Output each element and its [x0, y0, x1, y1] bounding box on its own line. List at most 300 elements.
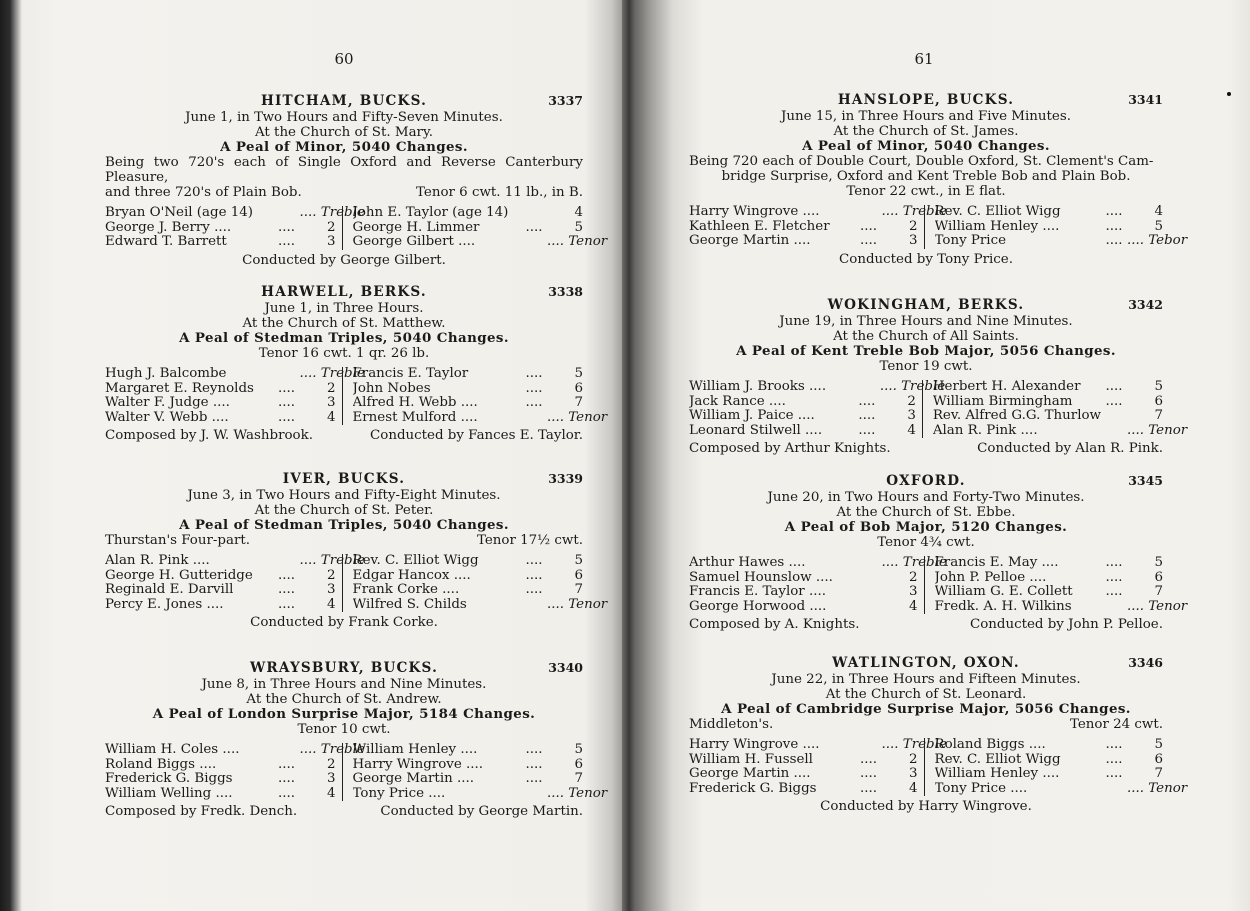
ringer-name: William Henley ....: [934, 219, 1060, 234]
peal-footer: [105, 253, 583, 268]
ringer-row: [935, 767, 1164, 782]
ringer-leader: ....: [277, 380, 296, 396]
ringer-column-right: [925, 204, 1188, 249]
ringer-leader: ....: [525, 395, 543, 411]
ringer-list: [105, 742, 608, 801]
ringer-row: [105, 787, 336, 802]
ringer-bell: .... Tenor: [547, 409, 608, 425]
ringer-leader: [1101, 424, 1127, 439]
peal-detail-line: At the Church of All Saints.: [833, 329, 1019, 344]
ringer-name: Roland Biggs ....: [105, 757, 217, 772]
peal-note: and three 720's of Plain Bob.: [105, 185, 302, 200]
ringer-row: [935, 205, 1164, 220]
ringer-bell: 2: [908, 569, 918, 585]
ringer-bell: 6: [574, 756, 583, 772]
ringer-name: William H. Coles ....: [105, 743, 240, 757]
ringer-leader: ....: [525, 756, 543, 772]
ringer-row: [689, 220, 918, 235]
ringer-row: [934, 233, 1188, 249]
ringer-bell: 4: [1154, 204, 1163, 219]
ringer-column-right: [343, 742, 608, 801]
ringer-leader: [1101, 782, 1127, 797]
peal-credits: [689, 441, 1163, 456]
ringer-row: [689, 379, 946, 395]
peal-detail-line: At the Church of St. Peter.: [254, 503, 434, 518]
ringer-leader: [856, 738, 882, 753]
ringer-leader: ....: [277, 567, 296, 583]
ringer-row: [689, 585, 918, 600]
page-number-left: 60: [334, 50, 354, 68]
ringer-column-right: [923, 379, 1188, 438]
ringer-leader: ....: [859, 233, 878, 249]
ringer-leader: ....: [525, 380, 543, 396]
ringer-name: Arthur Hawes ....: [689, 556, 806, 570]
ringer-row: [935, 220, 1164, 235]
composer: Composed by J. W. Washbrook.: [105, 428, 313, 444]
ringer-name: Frederick G. Biggs: [689, 781, 817, 796]
ringer-list: [105, 553, 608, 612]
ringer-name: William Welling ....: [105, 786, 233, 801]
ringer-name: Francis E. May ....: [934, 556, 1059, 570]
ringer-bell: 2: [908, 218, 918, 234]
ringer-bell: .... Treble: [881, 555, 947, 570]
peal-detail-line: June 3, in Two Hours and Fifty-Eight Minutes.: [187, 488, 501, 503]
ringer-bell: 6: [1154, 569, 1163, 585]
ringer-bell: 5: [1154, 379, 1163, 394]
ringer-leader: ....: [1105, 233, 1123, 249]
peal-description: Being two 720's each of Single Oxford and Reverse Canterbury Pleasure,: [105, 155, 583, 185]
peal-method: A Peal of London Surprise Major, 5184 Changes.: [152, 706, 536, 722]
ringer-row: [353, 206, 584, 221]
book-gutter: [622, 0, 636, 911]
ringer-row: [935, 571, 1164, 586]
ringer-name: Edward T. Barrett: [105, 235, 227, 250]
ringer-row: [105, 583, 336, 598]
ringer-leader: ....: [1105, 751, 1123, 767]
peal-tenor: Tenor 19 cwt.: [879, 359, 973, 374]
conductor: Conducted by Alan R. Pink.: [977, 441, 1163, 457]
ringer-bell: .... Treble: [299, 366, 365, 381]
ringer-row: [932, 422, 1188, 439]
ringer-bell: 2: [326, 219, 336, 235]
peal-description: Being 720 each of Double Court, Double Oxford, St. Clement's Cam-: [689, 154, 1154, 169]
ringer-leader: ....: [859, 780, 878, 796]
ringer-bell: .... Treble: [299, 553, 365, 568]
ringer-name: Wilfred S. Childs: [352, 597, 467, 612]
ringer-row: [689, 395, 916, 410]
ringer-name: Rev. C. Elliot Wigg: [352, 554, 479, 568]
peal-entry: [689, 654, 1188, 815]
ringer-column-right: [343, 553, 608, 612]
peal-detail-line: June 1, in Three Hours.: [264, 301, 424, 316]
ringer-name: Kathleen E. Fletcher: [689, 219, 830, 234]
peal-detail-line: At the Church of St. James.: [833, 124, 1019, 139]
peal-tenor: Tenor 4¾ cwt.: [877, 535, 975, 550]
peal-header: [689, 654, 1163, 672]
peal-detail-line: June 1, in Two Hours and Fifty-Seven Minutes.: [185, 110, 503, 125]
ringer-leader: [274, 554, 300, 569]
ringer-row: [353, 396, 584, 411]
ringer-row: [689, 555, 947, 571]
ringer-row: [689, 767, 918, 782]
peal-place: HITCHAM, BUCKS.: [260, 93, 428, 109]
ringer-list: [689, 379, 1188, 438]
ringer-name: Tony Price: [934, 234, 1007, 249]
ringer-row: [352, 409, 608, 426]
peal-footer: [689, 441, 1163, 456]
ringer-bell: .... Treble: [881, 204, 947, 219]
ringer-name: Ernest Mulford ....: [352, 410, 478, 425]
peal-footer: [105, 428, 583, 443]
ringer-bell: 4: [326, 596, 336, 612]
peal-place: OXFORD.: [886, 473, 966, 489]
conductor: Conducted by Tony Price.: [839, 251, 1013, 267]
ringer-leader: ....: [858, 393, 876, 409]
ringer-bell: .... Treble: [879, 379, 946, 394]
ringer-bell: 7: [574, 395, 583, 411]
peal-detail-line: At the Church of St. Andrew.: [246, 692, 442, 707]
ringer-row: [352, 234, 608, 250]
ringer-column-left: [105, 366, 365, 425]
ringer-list: [105, 366, 608, 425]
peal-place: HANSLOPE, BUCKS.: [837, 92, 1015, 108]
ringer-column-right: [343, 205, 608, 250]
ringer-row: [935, 585, 1164, 600]
peal-entry: [105, 283, 608, 444]
ringer-row: [689, 782, 918, 797]
ringer-row: [105, 742, 365, 758]
ringer-leader: ....: [1105, 569, 1123, 585]
ringer-row: [353, 743, 584, 758]
ringer-row: [353, 583, 584, 598]
ringer-name: Herbert H. Alexander: [932, 380, 1081, 394]
ringer-row: [105, 366, 365, 382]
ringer-leader: ....: [277, 756, 296, 772]
ringer-name: George Martin ....: [689, 767, 811, 782]
peal-note: Middleton's.: [689, 717, 774, 732]
ringer-row: [353, 367, 584, 382]
ringer-bell: .... Tebor: [1127, 233, 1188, 249]
peal-footer: [105, 804, 583, 819]
peal-header: [689, 472, 1163, 490]
peal-tenor: Tenor 16 cwt. 1 qr. 26 lb.: [258, 346, 430, 361]
ringer-leader: [1101, 409, 1127, 424]
ringer-row: [105, 411, 336, 426]
peal-header: [689, 91, 1163, 109]
ringer-name: Harry Wingrove ....: [689, 205, 820, 219]
ringer-name: Hugh J. Balcombe: [105, 367, 227, 381]
conductor: Conducted by John P. Pelloe.: [969, 617, 1163, 633]
ringer-bell: 3: [326, 582, 336, 598]
ringer-row: [689, 600, 918, 615]
peal-place: IVER, BUCKS.: [282, 471, 406, 487]
composer: Composed by Fredk. Dench.: [105, 804, 298, 820]
peal-entry: [689, 296, 1188, 457]
ringer-leader: ....: [525, 553, 543, 568]
ringer-leader: ....: [858, 408, 876, 424]
peal-place: WATLINGTON, OXON.: [832, 655, 1020, 671]
ringer-row: [934, 780, 1188, 797]
ringer-leader: ....: [277, 582, 296, 598]
ringer-bell: 7: [574, 582, 583, 598]
peal-note-line: [689, 717, 1163, 732]
ringer-leader: ....: [1105, 766, 1123, 782]
peal-detail-line: At the Church of St. Matthew.: [242, 316, 446, 331]
conductor: Conducted by George Gilbert.: [242, 252, 446, 268]
ringer-name: Walter F. Judge ....: [105, 396, 230, 411]
peal-tenor: Tenor 24 cwt.: [1069, 717, 1163, 732]
ringer-bell: 5: [574, 366, 583, 381]
ringer-list: [689, 737, 1188, 796]
ringer-bell: 6: [574, 567, 583, 583]
conductor: Conducted by Fances E. Taylor.: [370, 428, 583, 444]
peal-note: Thurstan's Four-part.: [105, 533, 251, 548]
peal-detail-line: June 22, in Three Hours and Fifteen Minutes.: [771, 672, 1081, 687]
peal-detail-line: June 20, in Two Hours and Forty-Two Minutes.: [767, 490, 1085, 505]
peal-number: 3340: [548, 660, 583, 675]
peal-footer: [689, 799, 1163, 814]
ringer-leader: [856, 585, 882, 600]
ringer-bell: 6: [574, 380, 583, 396]
ringer-column-right: [343, 366, 608, 425]
ringer-leader: ....: [277, 234, 296, 250]
ringer-name: George H. Limmer: [352, 220, 480, 235]
composer: Composed by A. Knights.: [689, 617, 860, 633]
ringer-row: [933, 409, 1163, 424]
peal-entry: [689, 472, 1188, 633]
composer: Composed by Arthur Knights.: [689, 441, 891, 457]
peal-method: A Peal of Stedman Triples, 5040 Changes.: [179, 517, 509, 533]
peal-detail-line: June 19, in Three Hours and Nine Minutes.: [779, 314, 1073, 329]
ringer-bell: 4: [908, 780, 918, 796]
ringer-bell: 5: [1154, 555, 1163, 570]
peal-description-line: bridge Surprise, Oxford and Kent Treble Bob and Plain Bob.: [721, 169, 1131, 184]
ringer-leader: [854, 380, 880, 395]
ringer-bell: 3: [907, 408, 916, 424]
peal-detail-line: At the Church of St. Ebbe.: [836, 505, 1016, 520]
ringer-column-left: [689, 379, 946, 438]
peal-entry: [105, 92, 608, 268]
ringer-leader: [521, 206, 547, 221]
ringer-row: [689, 424, 916, 439]
ringer-row: [353, 569, 584, 584]
ringer-bell: 2: [326, 567, 336, 583]
ringer-leader: ....: [525, 582, 543, 598]
ringer-bell: 3: [908, 766, 918, 782]
ringer-row: [935, 738, 1164, 753]
ringer-list: [105, 205, 608, 250]
ringer-name: Rev. C. Elliot Wigg: [934, 752, 1061, 767]
peal-entry: [689, 91, 1188, 267]
ringer-bell: .... Tenor: [1127, 598, 1188, 614]
ringer-bell: .... Tenor: [547, 785, 608, 801]
ringer-leader: ....: [1105, 555, 1123, 570]
ringer-name: John E. Taylor (age 14): [352, 206, 509, 220]
peal-note-line: [105, 533, 583, 548]
ringer-name: Frank Corke ....: [352, 583, 460, 598]
ringer-row: [935, 753, 1164, 768]
ringer-name: William H. Fussell: [689, 752, 813, 767]
ringer-leader: ....: [859, 751, 878, 767]
ringer-leader: [274, 367, 300, 382]
ringer-leader: ....: [277, 596, 296, 612]
ringer-name: Samuel Hounslow ....: [689, 570, 833, 585]
peal-credits: [689, 617, 1163, 632]
peal-number: 3346: [1128, 655, 1163, 670]
peal-header: [105, 659, 583, 677]
ringer-leader: [856, 571, 882, 586]
ringer-bell: 5: [574, 219, 583, 235]
ringer-leader: ....: [1105, 204, 1123, 219]
ringer-name: William J. Brooks ....: [689, 380, 827, 394]
ringer-bell: 4: [326, 409, 336, 425]
ringer-leader: [856, 205, 882, 220]
ringer-leader: ....: [277, 785, 296, 801]
peal-detail-line: At the Church of St. Leonard.: [825, 687, 1027, 702]
ringer-leader: ....: [525, 771, 543, 787]
peal-header: [105, 283, 583, 301]
ringer-bell: 5: [1154, 218, 1163, 234]
ringer-name: Harry Wingrove ....: [689, 738, 820, 752]
ringer-name: Francis E. Taylor ....: [689, 585, 826, 600]
ringer-name: John Nobes: [352, 381, 431, 396]
ringer-name: Reginald E. Darvill: [105, 583, 234, 598]
ringer-name: William Henley ....: [352, 743, 478, 757]
ringer-bell: .... Treble: [881, 737, 947, 752]
peal-tenor: Tenor 6 cwt. 11 lb., in B.: [416, 185, 583, 200]
ringer-bell: 5: [1154, 737, 1163, 752]
ringer-bell: 2: [326, 380, 336, 396]
ringer-leader: [274, 206, 300, 221]
ringer-name: Rev. C. Elliot Wigg: [934, 205, 1061, 219]
ringer-bell: 4: [908, 598, 918, 614]
peal-description-line: Tenor 22 cwt., in E flat.: [846, 184, 1006, 199]
ringer-leader: ....: [277, 771, 296, 787]
ringer-leader: [521, 235, 547, 250]
ringer-bell: .... Tenor: [547, 234, 608, 250]
ringer-row: [934, 598, 1188, 615]
ringer-name: George Gilbert ....: [352, 235, 476, 250]
conductor: Conducted by Frank Corke.: [250, 615, 438, 631]
ringer-row: [105, 205, 365, 221]
ringer-name: John P. Pelloe ....: [934, 570, 1047, 585]
ringer-bell: 5: [574, 742, 583, 757]
peal-footer: [689, 252, 1163, 267]
ringer-bell: 3: [908, 233, 918, 249]
peal-place: WOKINGHAM, BERKS.: [827, 297, 1025, 313]
ringer-row: [689, 409, 916, 424]
ringer-row: [689, 204, 947, 220]
ringer-row: [689, 737, 947, 753]
peal-tenor: Tenor 10 cwt.: [297, 722, 391, 737]
peal-method: A Peal of Bob Major, 5120 Changes.: [784, 519, 1068, 535]
ringer-leader: [521, 411, 547, 426]
ringer-name: Roland Biggs ....: [934, 738, 1046, 752]
peal-detail-line: June 15, in Three Hours and Five Minutes.: [781, 109, 1071, 124]
ringer-leader: ....: [525, 742, 543, 757]
ringer-row: [933, 380, 1163, 395]
ringer-bell: 7: [574, 771, 583, 787]
ringer-bell: 4: [574, 205, 583, 220]
ringer-bell: 7: [1154, 766, 1163, 782]
ringer-leader: ....: [277, 409, 296, 425]
ringer-name: William J. Paice ....: [689, 409, 815, 424]
ringer-name: William G. E. Collett: [934, 585, 1073, 600]
ringer-leader: [274, 743, 300, 758]
ringer-bell: 6: [1154, 393, 1163, 409]
ringer-bell: 5: [574, 553, 583, 568]
ringer-name: George Martin ....: [352, 772, 475, 787]
ringer-row: [933, 395, 1163, 410]
page-number-right: 61: [914, 50, 934, 68]
ringer-bell: .... Treble: [299, 742, 365, 757]
ringer-list: [689, 555, 1188, 614]
peal-credits: [105, 804, 583, 819]
peal-place: WRAYSBURY, BUCKS.: [249, 660, 439, 676]
ringer-bell: 7: [1154, 584, 1163, 600]
ringer-leader: ....: [277, 395, 296, 411]
ringer-name: Percy E. Jones ....: [105, 597, 224, 612]
ringer-row: [105, 235, 336, 250]
ringer-leader: [1101, 600, 1127, 615]
ringer-column-left: [689, 204, 947, 249]
ringer-name: Tony Price ....: [352, 786, 446, 801]
peal-header: [105, 470, 583, 488]
peal-number: 3338: [548, 284, 583, 299]
ringer-bell: 3: [326, 771, 336, 787]
ringer-leader: ....: [858, 422, 876, 438]
ringer-name: Margaret E. Reynolds: [105, 381, 254, 396]
ringer-row: [353, 382, 584, 397]
ringer-bell: 3: [326, 234, 336, 250]
peal-method: A Peal of Stedman Triples, 5040 Changes.: [179, 330, 509, 346]
peal-number: 3339: [548, 471, 583, 486]
ringer-bell: .... Tenor: [547, 596, 608, 612]
ringer-bell: 7: [1154, 408, 1163, 424]
ringer-leader: ....: [1105, 584, 1123, 600]
peal-footer: [105, 615, 583, 630]
ringer-leader: ....: [1105, 379, 1123, 394]
ringer-bell: 2: [908, 751, 918, 767]
peal-tenor: Tenor 17½ cwt.: [476, 533, 583, 548]
peal-place: HARWELL, BERKS.: [261, 284, 427, 300]
ringer-row: [353, 772, 584, 787]
ringer-bell: .... Tenor: [1127, 422, 1188, 438]
ringer-row: [935, 556, 1164, 571]
ringer-name: William Birmingham: [932, 394, 1073, 409]
peal-method: A Peal of Kent Treble Bob Major, 5056 Changes.: [736, 343, 1116, 359]
ringer-leader: ....: [525, 219, 543, 235]
ringer-row: [105, 772, 336, 787]
ringer-row: [353, 758, 584, 773]
peal-header: [105, 92, 583, 110]
ringer-leader: ....: [859, 218, 878, 234]
ringer-name: Edgar Hancox ....: [352, 568, 471, 583]
peal-entry: [105, 470, 608, 631]
ringer-column-right: [925, 555, 1188, 614]
ringer-bell: 2: [326, 756, 336, 772]
ringer-leader: [521, 598, 547, 613]
peal-number: 3345: [1128, 473, 1163, 488]
ringer-name: Rev. Alfred G.G. Thurlow: [932, 409, 1101, 424]
ringer-row: [689, 753, 918, 768]
ringer-bell: 2: [907, 393, 916, 409]
peal-detail-line: At the Church of St. Mary.: [254, 125, 433, 140]
ringer-column-left: [689, 737, 947, 796]
ringer-row: [105, 396, 336, 411]
ringer-row: [353, 554, 584, 569]
ringer-name: George Horwood ....: [689, 599, 827, 614]
